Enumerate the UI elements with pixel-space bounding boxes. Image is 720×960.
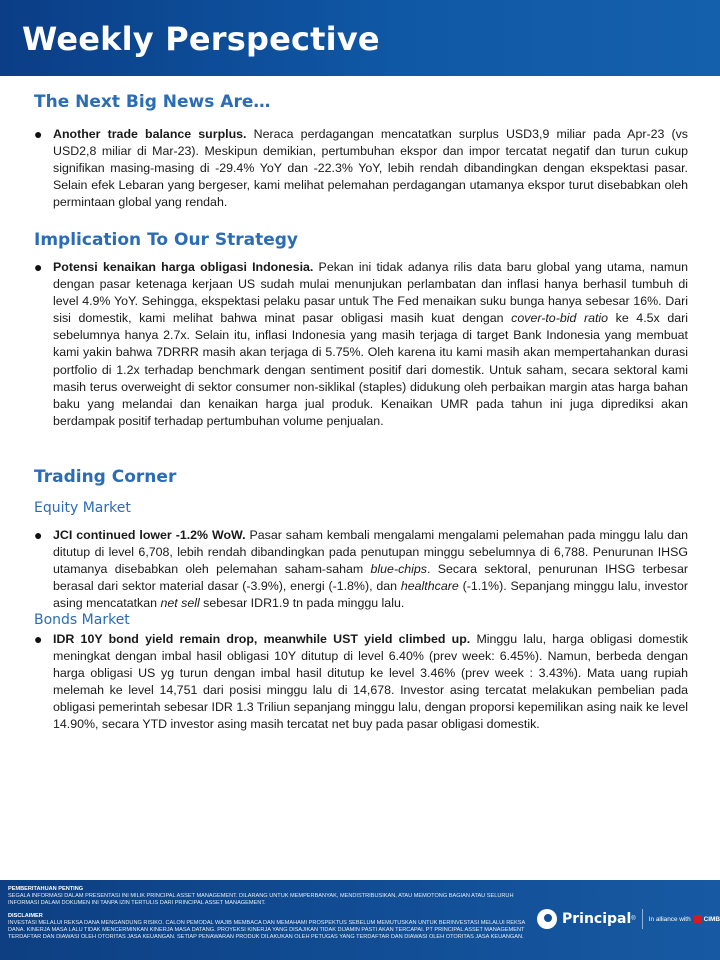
equity-text-3: (-1.1%). Sepanjang minggu lalu, investor asing mencatatkan <box>53 579 688 611</box>
bullet-dot-icon: ● <box>34 631 43 647</box>
news-text: Neraca perdagangan mencatatkan surplus USD3,9 miliar pada Apr-23 (vs USD2,8 miliar di Mar-23). Meskipun demikian, pertumbuhan ekspor dan impor tercatat negatif dan turun cukup signifikan masing-masing di -29.4% YoY dan -22.3% YoY, lebih rendah dibandingkan dengan ekspektasi pasar. Selain efek Lebaran yang bergeser, kami melihat pelemahan perdagangan utamanya ekspor turut disebabkan oleh permintaan global yang rendah. <box>53 127 689 210</box>
equity-italic-2: healthcare <box>400 579 459 594</box>
bullet-dot-icon: ● <box>34 259 43 275</box>
implication-italic-1: cover-to-bid ratio <box>511 311 609 326</box>
equity-lead: JCI continued lower -1.2% WoW. <box>53 528 246 542</box>
bonds-bullet <box>34 631 688 734</box>
brand-lockup <box>537 906 720 932</box>
equity-italic-1: blue-chips <box>370 562 427 577</box>
implication-text-1: Pekan ini tidak adanya rilis data baru global yang utama, namun dengan pasar ketenaga kerjaan US sudah mulai menunjukan perlambatan dan inflasi hanya berhasil tumbuh di level 4.9% YoY. Sehingga, ekspektasi pelaku pasar untuk The Fed menaikan suku bunga hanya sebesar 16%. Dari sisi domestik, kami melihat bahwa minat pasar obligasi masih kuat dengan <box>53 260 688 326</box>
section-title-trading-corner: Trading Corner <box>34 467 177 487</box>
news-lead: Another trade balance surplus. <box>53 127 247 141</box>
section-title-next-big-news: The Next Big News Are… <box>34 92 271 112</box>
footer-legal <box>8 886 528 941</box>
section-title-implication: Implication To Our Strategy <box>34 230 298 250</box>
equity-italic-3: net sell <box>160 596 200 611</box>
implication-lead: Potensi kenaikan harga obligasi Indonesia. <box>53 260 314 274</box>
page-header <box>0 0 720 76</box>
cimb-logo-icon <box>694 915 702 923</box>
equity-text-4: sebesar IDR1.9 tn pada minggu lalu. <box>199 596 405 611</box>
equity-bullet <box>34 527 688 612</box>
principal-logo-icon <box>537 909 557 929</box>
disclaimer-text: INVESTASI MELALUI REKSA DANA MENGANDUNG RISIKO. CALON PEMODAL WAJIB MEMBACA DAN MEMAHAMI PROSPEKTUS SEBELUM MEMUTUSKAN UNTUK BERINVESTASI MELALUI REKSA DANA. KINERJA MASA LALU TIDAK MENCERMINKAN KINERJA MASA DATANG. PROYEKSI KINERJA YANG DISAJIKAN TIDAK DIJAMIN PASTI AKAN TERCAPAI. PT PRINCIPAL ASSET MANAGEMENT TERDAFTAR DAN DIAWASI OLEH OTORITAS JASA KEUANGAN. SETIAP PENAWARAN PRODUK DILAKUKAN OLEH PETUGAS YANG TERDAFTAR DAN DIAWASI OLEH OTORITAS JASA KEUANGAN. <box>8 919 525 941</box>
page-title: Weekly Perspective <box>22 20 380 58</box>
news-bullet <box>34 126 688 211</box>
bullet-dot-icon: ● <box>34 527 43 543</box>
alliance-lockup <box>649 915 720 923</box>
implication-text-2: ke 4.5x dari sebelumnya hanya 2.7x. Selain itu, inflasi Indonesia yang masih terjaga di target Bank Indonesia yang membuat kami yakin bahwa 7DRRR masih akan terjaga di 5.75%. Oleh karena itu kami masih akan mempertahankan durasi portfolio di 1.2x terhadap benchmark dengan sentiment positif dari domestik. Untuk saham, secara sektoral kami masih terus overweight di sektor consumer non-siklikal (staples) didukung oleh perbaikan margin atas harga bahan baku yang melandai dan kenaikan harga jual produk. Kenaikan UMR pada tahun ini juga diprediksi akan berdampak positif terhadap pertumbuhan volume penjualan. <box>53 311 688 428</box>
alliance-text: In alliance with <box>648 915 691 923</box>
subtitle-equity-market: Equity Market <box>34 500 131 516</box>
equity-text-1: Pasar saham kembali mengalami mengalami pelemahan pada minggu lalu dan ditutup di level 6,708, lebih rendah dibandingkan pada penutupan minggu sebelumnya di 6,788. Penurunan IHSG utamanya disebabkan oleh pelemahan saham-saham <box>53 528 688 577</box>
equity-text-2: . Secara sektoral, penurunan IHSG terbesar berasal dari sektor material dasar (-3.9%), energi (-1.8%), dan <box>53 562 688 594</box>
subtitle-bonds-market: Bonds Market <box>34 612 130 628</box>
brand-divider <box>642 909 643 929</box>
disclaimer-title: DISCLAIMER <box>8 912 43 919</box>
notice-title: PEMBERITAHUAN PENTING <box>8 886 84 892</box>
bullet-dot-icon: ● <box>34 126 43 142</box>
brand-name: Principal <box>562 911 632 927</box>
brand-trademark: ® <box>631 916 636 922</box>
partner-name: CIMB <box>703 915 720 923</box>
notice-text: SEGALA INFORMASI DALAM PRESENTASI INI MILIK PRINCIPAL ASSET MANAGEMENT. DILARANG UNTUK MEMPERBANYAK, MENDISTRIBUSIKAN, ATAU MEMOTONG BAGIAN ATAU SELURUH INFORMASI DALAM DOKUMEN INI TANPA IZIN TERTULIS DARI PRINCIPAL ASSET MANAGEMENT. <box>8 893 514 907</box>
implication-bullet <box>34 259 688 430</box>
bonds-lead: IDR 10Y bond yield remain drop, meanwhile UST yield climbed up. <box>53 632 471 646</box>
bonds-text: Minggu lalu, harga obligasi domestik meningkat dengan imbal hasil obligasi 10Y ditutup di level 6.40% (prev week: 6.45%). Namun, berbeda dengan harga obligasi US yg turun dengan imbal hasil ditutup ke level 3.46% (prev week : 3.43%). Mata uang rupiah melemah ke level 14,751 dari posisi minggu lalu di 14,678. Investor asing tercatat melakukan pembelian pada obligasi pemerintah sebesar IDR 1.3 Triliun sepanjang minggu lalu, dengan proporsi kepemilikan asing naik ke level 14.90%, secara YTD investor asing masih tercatat net buy pada pasar obligasi domestik. <box>53 632 688 732</box>
